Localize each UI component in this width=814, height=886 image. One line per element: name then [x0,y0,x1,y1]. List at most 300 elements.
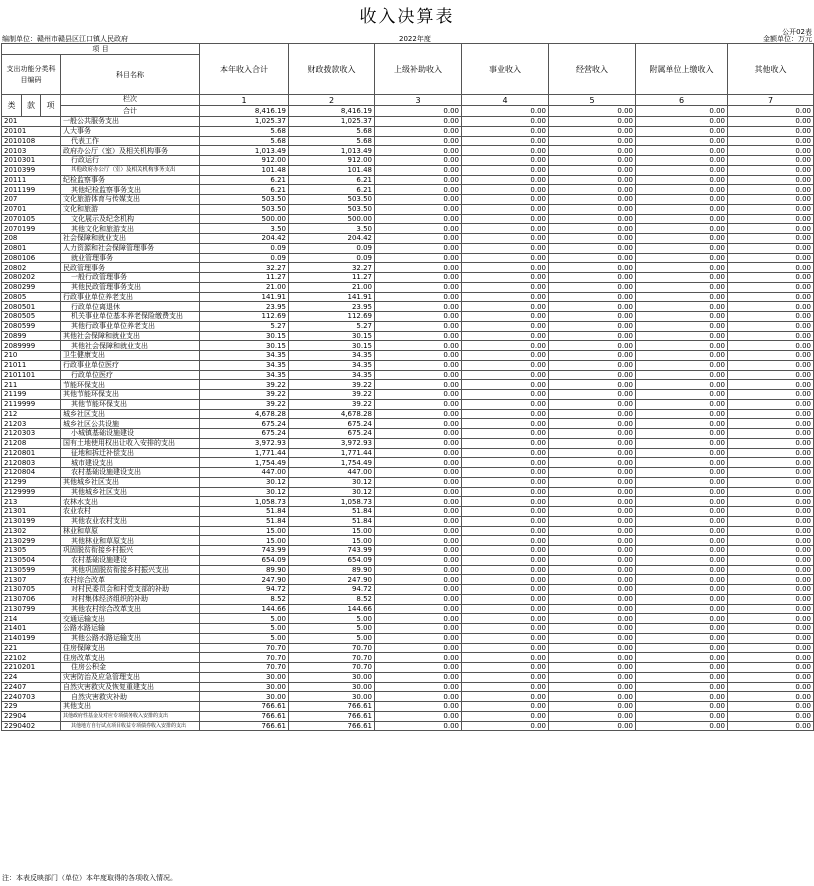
row-value-col-3: 0.00 [375,175,462,185]
header-item: 项 目 [2,44,200,55]
row-subject-name: 节能环保支出 [61,380,200,390]
row-value-col-7: 0.00 [728,292,814,302]
row-code: 207 [2,195,61,205]
row-value-col-4: 0.00 [462,360,549,370]
row-value-col-4: 0.00 [462,146,549,156]
row-value-col-1: 34.35 [200,370,289,380]
row-code: 2010301 [2,156,61,166]
income-table [1,43,814,731]
form-number: 公开02表 [782,28,812,36]
row-value-col-2: 34.35 [289,370,375,380]
row-value-col-1: 0.09 [200,243,289,253]
row-value-col-3: 0.00 [375,575,462,585]
row-value-col-4: 0.00 [462,117,549,127]
row-subject-name: 城市建设支出 [61,458,200,468]
row-value-col-5: 0.00 [549,195,636,205]
row-value-col-3: 0.00 [375,614,462,624]
row-value-col-4: 0.00 [462,341,549,351]
row-value-col-1: 89.90 [200,565,289,575]
row-code: 224 [2,672,61,682]
table-row [2,672,814,682]
row-subject-name: 对村集体经济组织的补助 [61,594,200,604]
header-kuan: 款 [22,95,41,117]
row-value-col-2: 30.00 [289,672,375,682]
row-value-col-6: 0.00 [636,448,728,458]
row-value-col-1: 39.22 [200,390,289,400]
row-value-col-6: 0.00 [636,458,728,468]
row-value-col-2: 912.00 [289,156,375,166]
row-subject-name: 对村民委员会和村党支部的补助 [61,585,200,595]
table-row [2,663,814,673]
row-subject-name: 农村基础设施建设支出 [61,468,200,478]
row-value-col-2: 1,025.37 [289,117,375,127]
table-row [2,351,814,361]
row-value-col-7: 0.00 [728,546,814,556]
row-value-col-7: 0.00 [728,331,814,341]
row-value-col-1: 15.00 [200,526,289,536]
row-value-col-3: 0.00 [375,633,462,643]
table-row [2,468,814,478]
row-value-col-1: 5.68 [200,136,289,146]
row-value-col-4: 0.00 [462,331,549,341]
row-value-col-6: 0.00 [636,565,728,575]
table-row [2,497,814,507]
row-value-col-6: 0.00 [636,643,728,653]
row-code: 20101 [2,126,61,136]
row-value-col-3: 0.00 [375,302,462,312]
header-func-code: 支出功能分类科目编码 [2,55,61,95]
row-value-col-1: 204.42 [200,234,289,244]
header-col-3: 上级补助收入 [375,44,462,95]
header-lanci: 栏次 [123,95,137,103]
row-value-col-7: 0.00 [728,643,814,653]
row-value-col-6: 0.00 [636,633,728,643]
colnum-1: 1 [200,95,289,106]
row-value-col-5: 0.00 [549,331,636,341]
row-code: 214 [2,614,61,624]
row-value-col-5: 0.00 [549,234,636,244]
row-value-col-2: 70.70 [289,663,375,673]
table-row [2,702,814,712]
row-value-col-6: 0.00 [636,663,728,673]
row-value-col-2: 3,972.93 [289,438,375,448]
row-value-col-7: 0.00 [728,399,814,409]
row-value-col-5: 0.00 [549,555,636,565]
row-value-col-7: 0.00 [728,234,814,244]
row-value-col-2: 1,013.49 [289,146,375,156]
row-subject-name: 自然灾害救灾补助 [61,692,200,702]
row-value-col-6: 0.00 [636,165,728,175]
row-value-col-3: 0.00 [375,438,462,448]
row-value-col-5: 0.00 [549,692,636,702]
table-row [2,302,814,312]
table-row [2,516,814,526]
row-subject-name: 民政管理事务 [61,263,200,273]
row-value-col-7: 0.00 [728,711,814,721]
table-row [2,136,814,146]
row-value-col-3: 0.00 [375,546,462,556]
row-code: 2290402 [2,721,61,731]
money-unit-label: 金额单位：万元 [763,35,812,43]
row-value-col-3: 0.00 [375,146,462,156]
row-code: 20805 [2,292,61,302]
row-value-col-7: 0.00 [728,126,814,136]
row-value-col-5: 0.00 [549,351,636,361]
row-value-col-5: 0.00 [549,653,636,663]
row-value-col-2: 70.70 [289,653,375,663]
row-subject-name: 一般公共服务支出 [61,117,200,127]
row-value-col-2: 30.00 [289,692,375,702]
row-value-col-5: 0.00 [549,390,636,400]
row-value-col-7: 0.00 [728,380,814,390]
row-value-col-5: 0.00 [549,594,636,604]
row-value-col-7: 0.00 [728,117,814,127]
row-subject-name: 其他城乡社区支出 [61,487,200,497]
row-value-col-7: 0.00 [728,302,814,312]
row-subject-name: 代表工作 [61,136,200,146]
table-row [2,321,814,331]
header-col-2: 财政拨款收入 [289,44,375,95]
row-value-col-6: 0.00 [636,292,728,302]
row-code: 211 [2,380,61,390]
row-value-col-7: 0.00 [728,458,814,468]
row-subject-name: 一般行政管理事务 [61,273,200,283]
header-col-6: 附属单位上缴收入 [636,44,728,95]
row-code: 21302 [2,526,61,536]
row-value-col-4: 0.00 [462,185,549,195]
row-value-col-6: 0.00 [636,204,728,214]
row-value-col-1: 112.69 [200,312,289,322]
table-row [2,312,814,322]
table-row [2,263,814,273]
row-value-col-6: 0.00 [636,429,728,439]
table-body [2,117,814,731]
row-value-col-3: 0.00 [375,487,462,497]
row-value-col-5: 0.00 [549,624,636,634]
row-value-col-6: 0.00 [636,253,728,263]
row-code: 2130299 [2,536,61,546]
row-value-col-1: 1,771.44 [200,448,289,458]
row-value-col-6: 0.00 [636,604,728,614]
row-code: 2129999 [2,487,61,497]
row-code: 2011199 [2,185,61,195]
row-value-col-6: 0.00 [636,468,728,478]
row-subject-name: 卫生健康支出 [61,351,200,361]
row-value-col-5: 0.00 [549,292,636,302]
row-subject-name: 其他巩固脱贫衔接乡村振兴支出 [61,565,200,575]
row-value-col-2: 89.90 [289,565,375,575]
row-value-col-1: 70.70 [200,643,289,653]
row-value-col-1: 30.00 [200,672,289,682]
row-value-col-4: 0.00 [462,497,549,507]
row-subject-name: 人力资源和社会保障管理事务 [61,243,200,253]
row-value-col-4: 0.00 [462,507,549,517]
row-value-col-6: 0.00 [636,360,728,370]
row-subject-name: 其他林业和草原支出 [61,536,200,546]
row-value-col-7: 0.00 [728,273,814,283]
row-value-col-5: 0.00 [549,204,636,214]
row-value-col-6: 0.00 [636,331,728,341]
row-value-col-2: 15.00 [289,526,375,536]
total-cell: 0.00 [728,106,814,117]
row-subject-name: 农业农村 [61,507,200,517]
row-value-col-2: 51.84 [289,516,375,526]
row-value-col-5: 0.00 [549,126,636,136]
row-value-col-1: 70.70 [200,653,289,663]
row-value-col-1: 30.15 [200,331,289,341]
row-value-col-1: 144.66 [200,604,289,614]
row-value-col-6: 0.00 [636,136,728,146]
row-value-col-6: 0.00 [636,195,728,205]
table-row [2,370,814,380]
row-value-col-6: 0.00 [636,146,728,156]
row-value-col-5: 0.00 [549,604,636,614]
row-value-col-6: 0.00 [636,624,728,634]
row-value-col-2: 5.68 [289,136,375,146]
row-value-col-3: 0.00 [375,604,462,614]
table-row [2,175,814,185]
row-value-col-5: 0.00 [549,614,636,624]
row-subject-name: 其他纪检监察事务支出 [61,185,200,195]
row-value-col-6: 0.00 [636,341,728,351]
row-value-col-3: 0.00 [375,126,462,136]
table-row [2,487,814,497]
row-value-col-4: 0.00 [462,721,549,731]
row-value-col-1: 94.72 [200,585,289,595]
row-value-col-1: 3,972.93 [200,438,289,448]
table-row [2,390,814,400]
row-value-col-7: 0.00 [728,653,814,663]
row-value-col-5: 0.00 [549,633,636,643]
row-value-col-7: 0.00 [728,477,814,487]
row-value-col-1: 447.00 [200,468,289,478]
row-code: 2210201 [2,663,61,673]
row-value-col-6: 0.00 [636,185,728,195]
row-value-col-2: 94.72 [289,585,375,595]
row-value-col-5: 0.00 [549,448,636,458]
row-value-col-5: 0.00 [549,536,636,546]
row-code: 2070105 [2,214,61,224]
row-value-col-5: 0.00 [549,711,636,721]
row-code: 2080106 [2,253,61,263]
row-subject-name: 行政事业单位医疗 [61,360,200,370]
colnum-4: 4 [462,95,549,106]
row-subject-name: 灾害防治及应急管理支出 [61,672,200,682]
table-row [2,214,814,224]
table-row [2,409,814,419]
row-value-col-7: 0.00 [728,214,814,224]
header-xiang: 项 [41,95,61,117]
table-row [2,165,814,175]
row-value-col-1: 6.21 [200,185,289,195]
row-value-col-7: 0.00 [728,604,814,614]
row-value-col-4: 0.00 [462,273,549,283]
row-value-col-2: 34.35 [289,351,375,361]
row-subject-name: 文化旅游体育与传媒支出 [61,195,200,205]
row-code: 221 [2,643,61,653]
row-code: 213 [2,497,61,507]
row-value-col-7: 0.00 [728,146,814,156]
row-value-col-4: 0.00 [462,594,549,604]
table-row [2,585,814,595]
org-label: 编制单位：赣州市赣县区江口镇人民政府 [2,35,128,43]
row-value-col-6: 0.00 [636,156,728,166]
row-value-col-1: 51.84 [200,516,289,526]
row-value-col-4: 0.00 [462,555,549,565]
row-value-col-4: 0.00 [462,565,549,575]
row-value-col-4: 0.00 [462,321,549,331]
row-value-col-4: 0.00 [462,633,549,643]
row-value-col-4: 0.00 [462,448,549,458]
row-value-col-1: 500.00 [200,214,289,224]
header-col-4: 事业收入 [462,44,549,95]
row-value-col-4: 0.00 [462,692,549,702]
row-subject-name: 文化和旅游 [61,204,200,214]
row-value-col-7: 0.00 [728,360,814,370]
row-value-col-3: 0.00 [375,672,462,682]
row-value-col-6: 0.00 [636,487,728,497]
row-subject-name: 行政运行 [61,156,200,166]
row-value-col-2: 204.42 [289,234,375,244]
table-row [2,360,814,370]
row-value-col-7: 0.00 [728,702,814,712]
row-value-col-2: 766.61 [289,721,375,731]
row-value-col-5: 0.00 [549,702,636,712]
row-code: 21401 [2,624,61,634]
table-row [2,448,814,458]
row-code: 2130799 [2,604,61,614]
table-row [2,204,814,214]
row-code: 2089999 [2,341,61,351]
row-code: 2070199 [2,224,61,234]
row-value-col-4: 0.00 [462,370,549,380]
row-code: 229 [2,702,61,712]
row-value-col-1: 912.00 [200,156,289,166]
table-row [2,653,814,663]
row-value-col-5: 0.00 [549,370,636,380]
row-code: 2130199 [2,516,61,526]
row-subject-name: 其他行政事业单位养老支出 [61,321,200,331]
row-value-col-7: 0.00 [728,536,814,546]
row-code: 20111 [2,175,61,185]
row-value-col-6: 0.00 [636,721,728,731]
row-value-col-5: 0.00 [549,516,636,526]
row-value-col-2: 8.52 [289,594,375,604]
row-value-col-5: 0.00 [549,643,636,653]
row-value-col-4: 0.00 [462,624,549,634]
row-subject-name: 其他公路水路运输支出 [61,633,200,643]
table-row [2,224,814,234]
row-code: 2130706 [2,594,61,604]
row-value-col-7: 0.00 [728,321,814,331]
row-value-col-2: 766.61 [289,711,375,721]
row-value-col-6: 0.00 [636,516,728,526]
report-meta-line [2,34,812,43]
row-value-col-1: 32.27 [200,263,289,273]
row-value-col-7: 0.00 [728,438,814,448]
row-code: 20701 [2,204,61,214]
row-value-col-4: 0.00 [462,234,549,244]
row-value-col-5: 0.00 [549,507,636,517]
row-value-col-5: 0.00 [549,663,636,673]
row-value-col-3: 0.00 [375,458,462,468]
row-value-col-4: 0.00 [462,546,549,556]
row-value-col-6: 0.00 [636,546,728,556]
report-title: 收入决算表 [359,7,455,27]
row-value-col-7: 0.00 [728,497,814,507]
row-value-col-3: 0.00 [375,643,462,653]
row-value-col-7: 0.00 [728,624,814,634]
total-cell: 0.00 [636,106,728,117]
table-row [2,614,814,624]
row-value-col-5: 0.00 [549,438,636,448]
table-row [2,399,814,409]
table-row [2,565,814,575]
row-subject-name: 征地和拆迁补偿支出 [61,448,200,458]
row-subject-name: 其他社会保障和就业支出 [61,341,200,351]
row-value-col-4: 0.00 [462,165,549,175]
row-value-col-2: 4,678.28 [289,409,375,419]
row-value-col-2: 654.09 [289,555,375,565]
row-value-col-6: 0.00 [636,243,728,253]
row-value-col-3: 0.00 [375,507,462,517]
row-subject-name: 行政单位离退休 [61,302,200,312]
row-value-col-7: 0.00 [728,263,814,273]
row-value-col-1: 1,754.49 [200,458,289,468]
table-row [2,146,814,156]
row-value-col-4: 0.00 [462,516,549,526]
header-lei: 类 [2,95,22,117]
row-value-col-4: 0.00 [462,263,549,273]
row-value-col-5: 0.00 [549,282,636,292]
row-value-col-2: 34.35 [289,360,375,370]
row-subject-name: 其他政府性基金及对应专项债务收入安排的支出 [61,711,200,721]
row-value-col-7: 0.00 [728,243,814,253]
row-value-col-1: 30.15 [200,341,289,351]
row-value-col-1: 247.90 [200,575,289,585]
row-value-col-1: 101.48 [200,165,289,175]
row-value-col-5: 0.00 [549,253,636,263]
row-value-col-7: 0.00 [728,136,814,146]
row-value-col-1: 654.09 [200,555,289,565]
row-value-col-7: 0.00 [728,429,814,439]
header-col-5: 经营收入 [549,44,636,95]
row-value-col-2: 5.00 [289,633,375,643]
row-value-col-1: 30.12 [200,477,289,487]
row-code: 21307 [2,575,61,585]
row-value-col-2: 500.00 [289,214,375,224]
row-value-col-5: 0.00 [549,214,636,224]
row-value-col-4: 0.00 [462,351,549,361]
row-value-col-1: 30.00 [200,682,289,692]
table-row [2,380,814,390]
row-value-col-5: 0.00 [549,360,636,370]
row-subject-name: 政府办公厅（室）及相关机构事务 [61,146,200,156]
row-value-col-6: 0.00 [636,302,728,312]
row-value-col-1: 1,013.49 [200,146,289,156]
row-value-col-3: 0.00 [375,585,462,595]
row-value-col-6: 0.00 [636,399,728,409]
total-label: 合计 [61,106,200,117]
row-value-col-5: 0.00 [549,263,636,273]
row-value-col-1: 766.61 [200,711,289,721]
row-value-col-2: 1,754.49 [289,458,375,468]
row-value-col-5: 0.00 [549,117,636,127]
row-value-col-6: 0.00 [636,614,728,624]
row-value-col-6: 0.00 [636,273,728,283]
row-value-col-6: 0.00 [636,263,728,273]
row-value-col-7: 0.00 [728,448,814,458]
